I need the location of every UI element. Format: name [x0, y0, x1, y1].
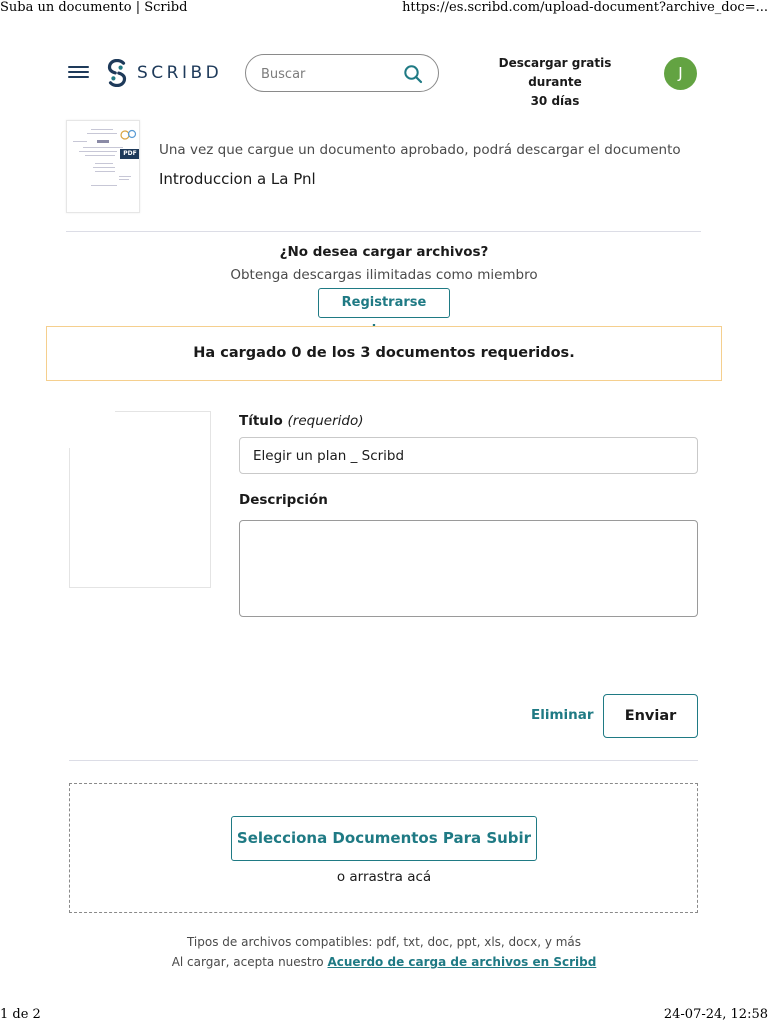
user-avatar[interactable]: J — [664, 57, 697, 90]
delete-link[interactable]: Eliminar — [531, 707, 594, 723]
select-documents-button[interactable]: Selecciona Documentos Para Subir — [231, 816, 537, 861]
upload-terms — [0, 955, 768, 969]
search-icon[interactable] — [403, 64, 423, 84]
section-divider — [66, 231, 701, 232]
logo-wordmark: SCRIBD — [137, 63, 223, 83]
search-input[interactable] — [261, 64, 401, 84]
title-label-text: Título — [239, 413, 283, 429]
scribd-logo-icon — [106, 59, 128, 87]
upload-agreement-link[interactable]: Acuerdo de carga de archivos en Scribd — [327, 955, 597, 969]
terms-prefix: Al cargar, acepta nuestro — [171, 955, 324, 969]
drag-hint: o arrastra acá — [336, 869, 432, 885]
upload-preview-thumbnail — [69, 411, 211, 588]
print-page-number: 1 de 2 — [0, 1007, 41, 1022]
free-download-promo[interactable] — [470, 54, 640, 111]
search-box — [245, 54, 439, 92]
title-required-hint: (requerido) — [287, 413, 364, 429]
hamburger-menu-icon[interactable] — [68, 64, 89, 80]
description-input[interactable] — [239, 520, 698, 617]
thumbnail-figure-icon — [119, 128, 139, 142]
supported-file-types: Tipos de archivos compatibles: pdf, txt, doc, ppt, xls, docx, y más — [186, 935, 582, 949]
print-url: https://es.scribd.com/upload-document?archive_doc=... — [402, 0, 768, 15]
submit-button[interactable]: Enviar — [603, 694, 698, 738]
print-page-title: Suba un documento | Scribd — [0, 0, 188, 15]
section-divider — [69, 760, 698, 761]
pdf-badge: PDF — [120, 149, 140, 159]
cta-heading: ¿No desea cargar archivos? — [279, 244, 489, 260]
print-header — [0, 0, 768, 18]
promo-line-1: Descargar gratis durante — [498, 56, 612, 89]
description-label: Descripción — [239, 492, 328, 508]
title-input[interactable] — [239, 437, 698, 474]
register-now-button[interactable]: Registrarse — [318, 288, 450, 318]
upload-count-notice: Ha cargado 0 de los 3 documentos requeridos. — [46, 326, 722, 381]
title-label — [239, 413, 363, 429]
promo-line-2: 30 días — [530, 94, 580, 108]
scribd-logo[interactable] — [106, 59, 222, 87]
document-title[interactable]: Introduccion a La Pnl — [159, 170, 316, 188]
document-caption: Una vez que cargue un documento aprobado, podrá descargar el documento — [159, 142, 681, 158]
print-footer — [0, 1007, 768, 1024]
document-thumbnail — [66, 120, 140, 213]
cta-subtext: Obtenga descargas ilimitadas como miembro — [230, 267, 538, 283]
print-datetime: 24-07-24, 12:58 — [663, 1007, 768, 1022]
